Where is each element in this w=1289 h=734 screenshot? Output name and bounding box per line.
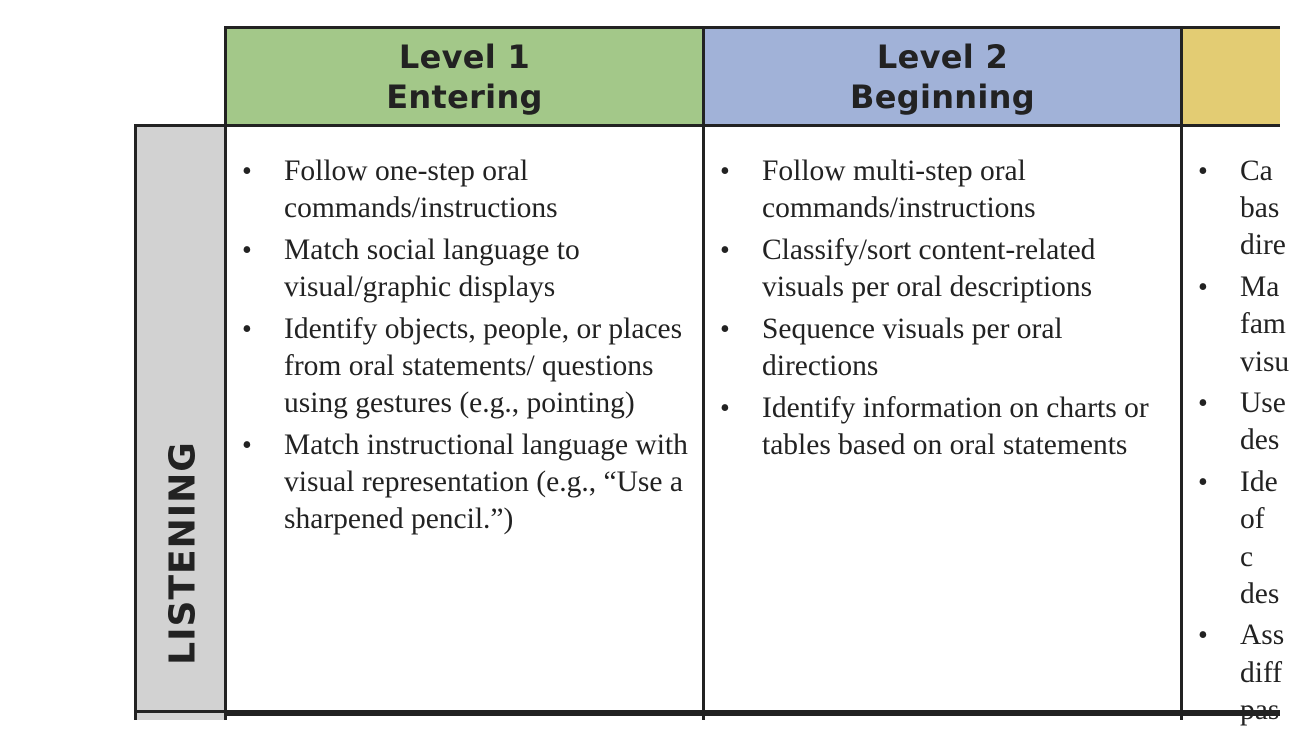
level-2-header	[702, 26, 1183, 127]
level-1-listening-cell	[224, 124, 705, 716]
list-item: • Match instructional language with visual representation (e.g., “Use a sharpened pencil.”)	[227, 427, 702, 539]
list-item: • Identify information on charts or tables based on oral statements	[705, 390, 1180, 464]
level-2-descriptor-list	[705, 153, 1180, 469]
list-item: • Match social language to visual/graphic displays	[227, 232, 702, 306]
list-item: • Ide of c des	[1183, 464, 1283, 613]
level-1-header-number: Level 1	[398, 37, 531, 76]
listening-row-label: LISTENING	[162, 441, 204, 665]
list-item: • Follow one-step oral commands/instructions	[227, 153, 702, 227]
level-3-descriptor-list	[1183, 153, 1289, 734]
level-3-listening-cell	[1180, 124, 1289, 726]
list-item: • Sequence visuals per oral directions	[705, 311, 1180, 385]
next-row-border	[134, 710, 1280, 730]
list-item: • Use des	[1183, 385, 1283, 459]
level-3-header	[1180, 26, 1280, 127]
listening-row-label-cell	[134, 124, 227, 716]
next-row-side-fill	[137, 713, 224, 720]
level-1-header	[224, 26, 705, 127]
list-item: • Ca bas dire	[1183, 153, 1283, 265]
level-2-header-number: Level 2	[876, 37, 1009, 76]
list-item: • Ass diff pas	[1183, 617, 1283, 729]
list-item: • Identify objects, people, or places from oral statements/ questions using gestures (e.g., pointing)	[227, 311, 702, 423]
level-1-descriptor-list	[227, 153, 702, 543]
list-item: • Ma fam visu	[1183, 269, 1283, 381]
next-row-divider-3	[1180, 710, 1183, 720]
next-row-divider-1	[224, 710, 227, 720]
level-2-listening-cell	[702, 124, 1183, 716]
level-1-header-name: Entering	[386, 77, 543, 116]
next-row-divider-2	[702, 710, 705, 720]
level-2-header-name: Beginning	[850, 77, 1035, 116]
list-item: • Classify/sort content-related visuals per oral descriptions	[705, 232, 1180, 306]
list-item: • Follow multi-step oral commands/instructions	[705, 153, 1180, 227]
